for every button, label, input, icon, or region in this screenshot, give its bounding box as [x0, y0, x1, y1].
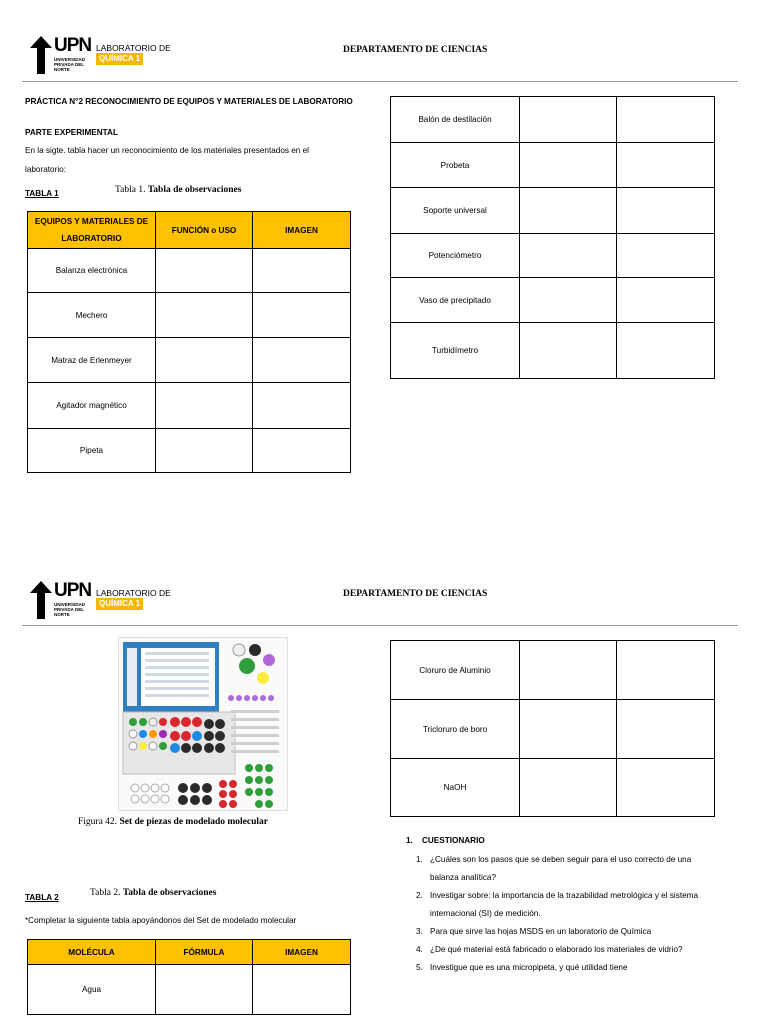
table2-header-formula: FÓRMULA — [156, 940, 253, 965]
table-row — [28, 293, 351, 338]
questionnaire-title: CUESTIONARIO — [421, 836, 485, 845]
table-cell-empty[interactable] — [520, 278, 617, 323]
table-cell-item: Balanza electrónica — [28, 249, 156, 293]
table-row — [391, 97, 715, 143]
table2-label: TABLA 2 — [25, 893, 59, 902]
table-cell-empty[interactable] — [617, 759, 715, 817]
question-text-line1: Investigue que es una micropipeta, y qué utilidad tiene — [430, 963, 628, 972]
list-item — [416, 887, 746, 923]
table-cell-empty[interactable] — [617, 323, 715, 379]
intro-text-line2: laboratorio: — [25, 165, 66, 174]
logo-upn-text: UPN — [54, 35, 92, 56]
logo-quimica-badge: QUÍMICA 1 — [96, 598, 143, 610]
logo-upn-text: UPN — [54, 580, 92, 601]
question-number: 5. — [416, 963, 423, 972]
table-cell-item: Soporte universal — [391, 188, 520, 234]
table2-header-molecule: MOLÉCULA — [28, 940, 156, 965]
department-title: DEPARTAMENTO DE CIENCIAS — [343, 45, 488, 55]
table-cell-empty[interactable] — [520, 759, 617, 817]
table2-continued — [390, 640, 715, 817]
table-cell-empty[interactable] — [156, 338, 253, 383]
question-text-line2: balanza analítica? — [430, 873, 497, 882]
department-title: DEPARTAMENTO DE CIENCIAS — [343, 589, 488, 599]
questionnaire-heading — [406, 832, 485, 850]
table-cell-empty[interactable] — [617, 641, 715, 700]
table-cell-empty[interactable] — [253, 293, 351, 338]
question-number: 1. — [416, 855, 423, 864]
table-cell-empty[interactable] — [156, 429, 253, 473]
table-cell-empty[interactable] — [156, 383, 253, 429]
molecular-model-kit-photo — [118, 637, 288, 811]
upn-logo — [30, 36, 180, 80]
question-text-line1: ¿Cuáles son los pasos que se deben seguir para el uso correcto de una — [430, 855, 692, 864]
table2-header-image: IMAGEN — [253, 940, 351, 965]
figure-caption-title: Set de piezas de modelado molecular — [119, 817, 268, 827]
logo-university-text: UNIVERSIDAD PRIVADA DEL NORTE — [54, 602, 86, 617]
table-cell-item: Balón de destilación — [391, 97, 520, 143]
table-cell-item: NaOH — [391, 759, 520, 817]
table-cell-empty[interactable] — [253, 383, 351, 429]
table-row — [391, 323, 715, 379]
table1-header-image: IMAGEN — [253, 212, 351, 249]
upn-arrow-icon — [30, 36, 52, 74]
table-cell-empty[interactable] — [156, 965, 253, 1015]
table-cell-item: Pipeta — [28, 429, 156, 473]
table-row — [28, 429, 351, 473]
table-cell-empty[interactable] — [156, 249, 253, 293]
table-cell-empty[interactable] — [617, 188, 715, 234]
table1-continued — [390, 96, 715, 379]
table1-header-equipment: EQUIPOS Y MATERIALES DE LABORATORIO — [28, 212, 156, 249]
table-cell-item: Probeta — [391, 143, 520, 188]
practice-title: PRÁCTICA N°2 RECONOCIMIENTO DE EQUIPOS Y MATERIALES DE LABORATORIO — [25, 97, 353, 106]
table-row — [28, 249, 351, 293]
table2-caption-title: Tabla de observaciones — [122, 888, 217, 898]
table-cell-empty[interactable] — [520, 700, 617, 759]
table-cell-item: Turbidímetro — [391, 323, 520, 379]
upn-arrow-icon — [30, 581, 52, 619]
table1 — [27, 211, 351, 473]
upn-logo — [30, 581, 180, 625]
question-number: 4. — [416, 945, 423, 954]
logo-lab-text: LABORATORIO DE — [96, 43, 171, 53]
table-cell-item: Cloruro de Aluminio — [391, 641, 520, 700]
table-cell-empty[interactable] — [617, 234, 715, 278]
question-number: 3. — [416, 927, 423, 936]
table-cell-empty[interactable] — [156, 293, 253, 338]
table-cell-empty[interactable] — [253, 965, 351, 1015]
table1-caption — [115, 181, 241, 199]
table-cell-empty[interactable] — [520, 641, 617, 700]
table2-caption — [90, 884, 216, 902]
table-cell-empty[interactable] — [617, 700, 715, 759]
table1-label: TABLA 1 — [25, 189, 59, 198]
questionnaire-number: 1. — [406, 836, 413, 845]
table-cell-empty[interactable] — [253, 249, 351, 293]
table-cell-empty[interactable] — [520, 143, 617, 188]
table1-header-function: FUNCIÓN o USO — [156, 212, 253, 249]
table-cell-empty[interactable] — [617, 278, 715, 323]
list-item — [416, 941, 746, 959]
header-divider — [22, 625, 738, 626]
logo-quimica-badge: QUÍMICA 1 — [96, 53, 143, 65]
molecular-kit-image — [119, 638, 287, 810]
table-cell-empty[interactable] — [520, 188, 617, 234]
table-cell-empty[interactable] — [520, 323, 617, 379]
table1-caption-title: Tabla de observaciones — [147, 185, 242, 195]
list-item — [416, 959, 746, 977]
table-cell-item: Mechero — [28, 293, 156, 338]
questionnaire-list — [416, 851, 746, 977]
table-cell-empty[interactable] — [520, 234, 617, 278]
table-row — [391, 700, 715, 759]
table-row — [391, 641, 715, 700]
logo-lab-text: LABORATORIO DE — [96, 588, 171, 598]
table-row — [28, 338, 351, 383]
table-cell-item: Agitador magnético — [28, 383, 156, 429]
question-text-line2: internacional (SI) de medición. — [430, 909, 541, 918]
list-item — [416, 851, 746, 887]
section-heading: PARTE EXPERIMENTAL — [25, 128, 118, 137]
table-row — [391, 278, 715, 323]
question-text-line1: Investigar sobre: la importancia de la trazabilidad metrológica y el sistema — [430, 891, 699, 900]
table1-caption-prefix: Tabla 1. — [115, 185, 146, 195]
table-row — [28, 383, 351, 429]
figure-caption — [78, 813, 268, 831]
question-text-line1: ¿De qué material está fabricado o elaborado los materiales de vidrio? — [430, 945, 683, 954]
table-cell-item: Potenciómetro — [391, 234, 520, 278]
figure-caption-prefix: Figura 42. — [78, 817, 118, 827]
table-row — [28, 965, 351, 1015]
table-cell-empty[interactable] — [253, 338, 351, 383]
table-row — [391, 143, 715, 188]
list-item — [416, 923, 746, 941]
table-cell-item: Tricloruro de boro — [391, 700, 520, 759]
table-cell-empty[interactable] — [617, 143, 715, 188]
question-number: 2. — [416, 891, 423, 900]
table-cell-item: Matraz de Erlenmeyer — [28, 338, 156, 383]
intro-text-line1: En la sigte. tabla hacer un reconocimiento de los materiales presentados en el — [25, 146, 309, 155]
table-cell-item: Vaso de precipitado — [391, 278, 520, 323]
table-row — [391, 759, 715, 817]
header-divider — [22, 81, 738, 82]
table-cell-empty[interactable] — [617, 97, 715, 143]
table2-caption-prefix: Tabla 2. — [90, 888, 121, 898]
table-cell-empty[interactable] — [520, 97, 617, 143]
table-row — [391, 188, 715, 234]
logo-university-text: UNIVERSIDAD PRIVADA DEL NORTE — [54, 57, 86, 72]
question-text-line1: Para que sirve las hojas MSDS en un laboratorio de Química — [430, 927, 652, 936]
table-cell-item: Agua — [28, 965, 156, 1015]
table-cell-empty[interactable] — [253, 429, 351, 473]
table-row — [391, 234, 715, 278]
table2-instruction: *Completar la siguiente tabla apoyándonos del Set de modelado molecular — [25, 916, 297, 925]
table2 — [27, 939, 351, 1015]
